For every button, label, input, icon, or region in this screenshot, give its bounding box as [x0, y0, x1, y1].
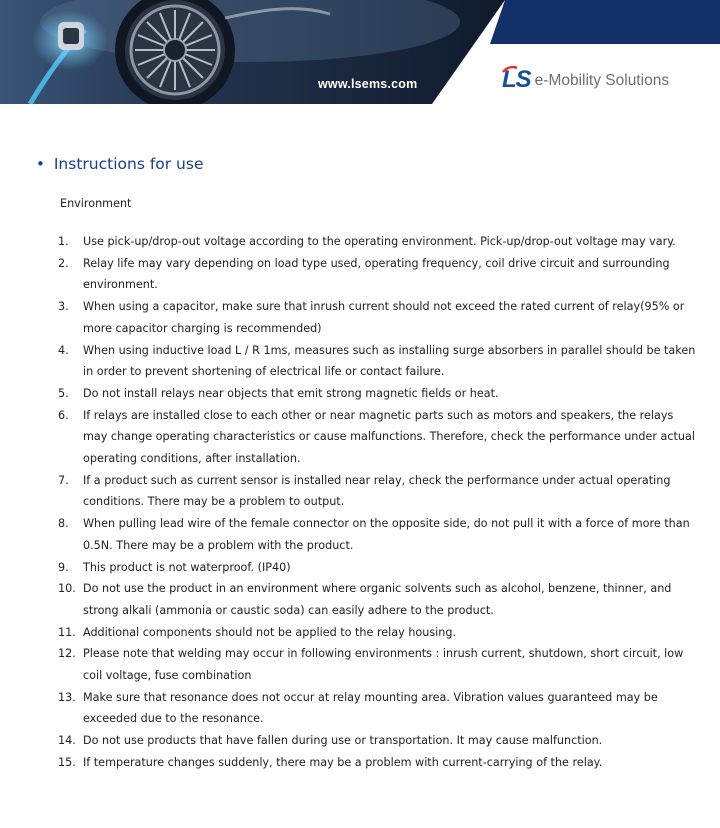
item-number: 14. — [58, 734, 76, 748]
item-text: Make sure that resonance does not occur at relay mounting area. Vibration values guaranteed may be exceeded due to the resonance. — [83, 690, 658, 726]
item-text: Do not install relays near objects that emit strong magnetic fields or heat. — [83, 386, 499, 400]
item-text: Do not use products that have fallen during use or transportation. It may cause malfunction. — [83, 734, 603, 748]
header-banner — [0, 0, 720, 104]
item-number: 5. — [58, 386, 69, 400]
item-text: When using a capacitor, make sure that inrush current should not exceed the rated current of relay(95% or more capacitor charging is recommended) — [83, 300, 685, 335]
website-url: www.lsems.com — [318, 77, 418, 91]
list-item — [58, 296, 698, 339]
subheading: Environment — [60, 197, 132, 210]
section-title-text: Instructions for use — [53, 155, 204, 173]
list-item — [58, 405, 698, 470]
item-number: 8. — [58, 517, 69, 531]
item-text: Do not use the product in an environment where organic solvents such as alcohol, benzene, thinner, and strong alkali (ammonia or caustic soda) can easily adhere to the product. — [83, 582, 672, 617]
item-number: 6. — [58, 408, 69, 422]
list-item — [58, 687, 698, 730]
list-item — [58, 752, 698, 774]
item-number: 7. — [58, 473, 69, 487]
item-text: Relay life may vary depending on load type used, operating frequency, coil drive circuit and surrounding environment. — [83, 256, 670, 292]
item-text: Additional components should not be applied to the relay housing. — [83, 625, 457, 639]
item-text: If a product such as current sensor is installed near relay, check the performance under actual operating conditions. There may be a problem to output. — [83, 473, 671, 509]
company-logo — [502, 66, 669, 92]
list-item — [58, 643, 698, 686]
list-item — [58, 513, 698, 556]
item-number: 10. — [58, 582, 76, 596]
list-item — [58, 578, 698, 621]
list-item — [58, 340, 698, 383]
item-text: If temperature changes suddenly, there may be a problem with current-carrying of the relay. — [83, 755, 603, 769]
item-text: This product is not waterproof. (IP40) — [83, 560, 291, 574]
logo-text: e-Mobility Solutions — [534, 72, 670, 89]
logo-mark: LS — [502, 66, 531, 93]
bullet-icon: • — [36, 155, 45, 173]
item-number: 13. — [58, 690, 76, 704]
item-text: When pulling lead wire of the female connector on the opposite side, do not pull it with a force of more than 0.5N. There may be a problem with the product. — [83, 517, 690, 552]
item-text: If relays are installed close to each other or near magnetic parts such as motors and speakers, the relays may change operating characteristics or cause malfunctions. Therefore, check the performance under actual operating conditions, after installation. — [83, 408, 695, 466]
item-number: 3. — [58, 300, 69, 314]
item-number: 15. — [58, 755, 76, 769]
list-item — [58, 730, 698, 752]
item-number: 12. — [58, 647, 76, 661]
list-item — [58, 622, 698, 644]
list-item — [58, 231, 698, 253]
list-item — [58, 253, 698, 296]
list-item — [58, 383, 698, 405]
section-title — [36, 155, 204, 173]
instruction-list — [58, 231, 698, 774]
list-item — [58, 557, 698, 579]
item-number: 1. — [58, 235, 69, 248]
item-number: 4. — [58, 343, 69, 357]
item-number: 9. — [58, 560, 69, 574]
logo-swoosh-icon — [502, 66, 518, 74]
item-text: When using inductive load L / R 1ms, measures such as installing surge absorbers in parallel should be taken in order to prevent shortening of electrical life or contact failure. — [83, 343, 696, 379]
item-text: Use pick-up/drop-out voltage according to the operating environment. Pick-up/drop-out voltage may vary. — [83, 235, 676, 248]
item-text: Please note that welding may occur in following environments : inrush current, shutdown, short circuit, low coil voltage, fuse combination — [83, 647, 684, 683]
item-number: 11. — [58, 625, 76, 639]
item-number: 2. — [58, 256, 69, 270]
list-item — [58, 470, 698, 513]
